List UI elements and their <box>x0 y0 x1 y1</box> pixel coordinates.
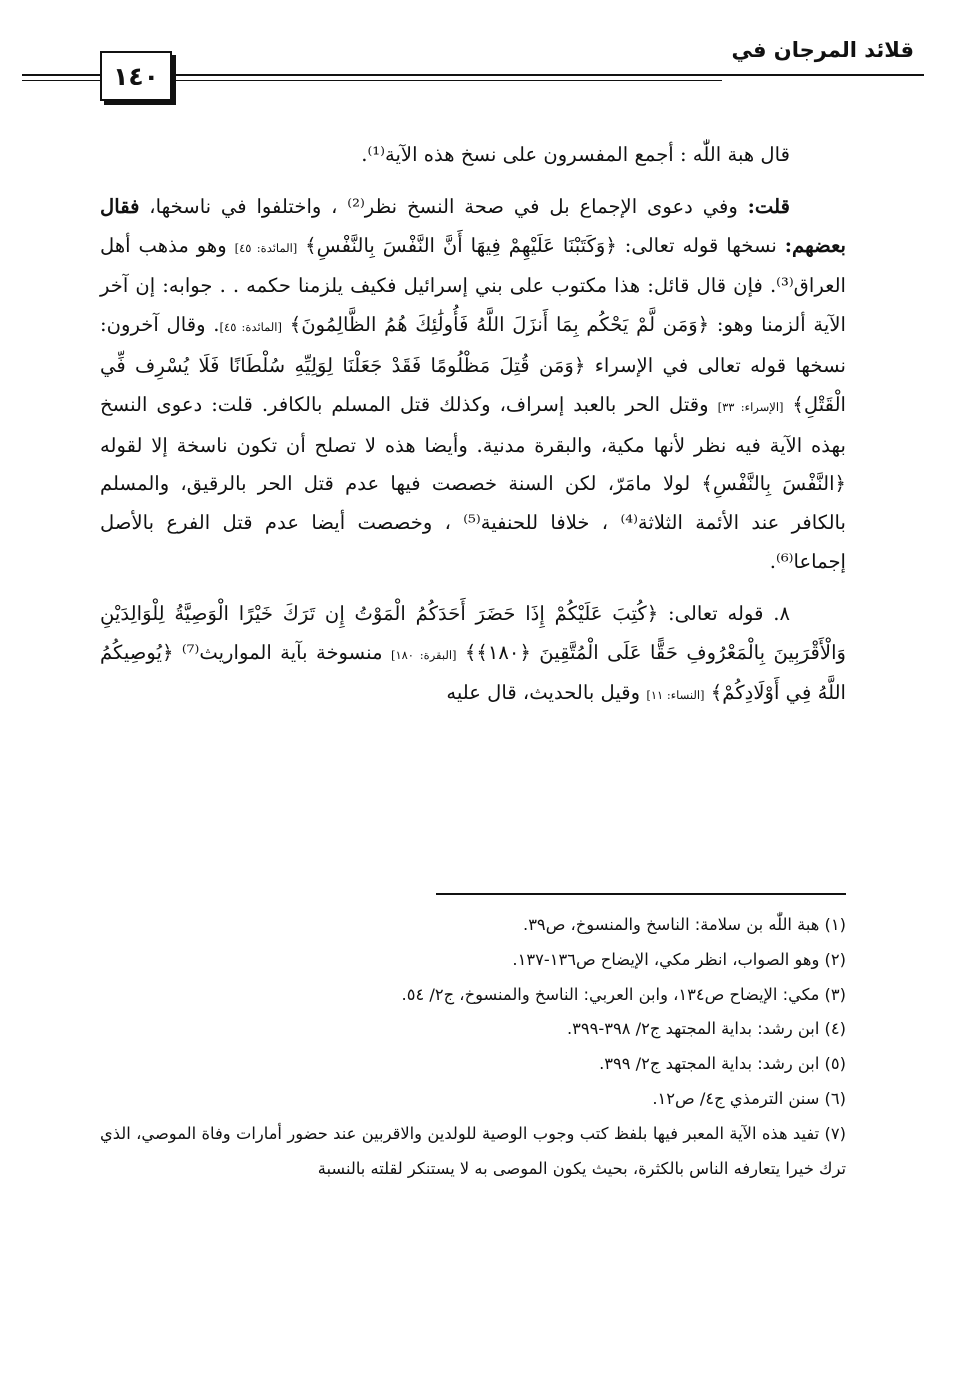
main-text <box>100 136 846 715</box>
citation: [المائدة: ٤٥] <box>219 320 282 335</box>
citation: [الإسراء: ٣٣] <box>717 399 784 414</box>
footnotes <box>100 908 846 1186</box>
qult-label: قلت: <box>747 194 790 218</box>
p2-text-e: . وقال آخرون: نسخها قوله تعالى في الإسراء ﴿وَمَن قُتِلَ مَظْلُومًا فَقَدْ جَعَلْنَا لِوَلِيِّهِ سُلْطَانًا فَلَا يُسْرِف فِّي الْقَتْلِ﴾ <box>100 313 846 416</box>
page-number: ١٤٠ <box>100 51 172 101</box>
paragraph-2 <box>100 188 846 582</box>
p3-text-c: وقيل بالحديث، قال عليه <box>446 681 647 705</box>
p2-text-d: وهو مذهب أهل العراق⁽³⁾. فإن قال قائل: هذا مكتوب على بني إسرائيل فكيف يلزمنا حكمه . . جوابه: إن آخر الآية ألزمنا وهو: ﴿وَمَن لَّمْ يَحْكُم بِمَا أَنزَلَ اللَّهُ فَأُولَٰئِكَ هُمُ الظَّالِمُونَ﴾ <box>100 233 846 337</box>
p2-text-c: نسخها قوله تعالى: ﴿وَكَتَبْنَا عَلَيْهِمْ فِيهَا أَنَّ النَّفْسَ بِالنَّفْسِ﴾ <box>297 233 785 257</box>
footnote-7: (٧) تفيد هذه الآية المعبر فيها بلفظ كتب وجوب الوصية للولدين والاقربين عند حضور أمارات وفاة الموصي، الذي ترك خيرا يتعارفه الناس بالكثرة، بحيث يكون الموصى به لا يستنكر لقلته بالنسبة <box>100 1123 846 1178</box>
footnote-1: (١) هبة اللّٰه بن سلامة: الناسخ والمنسوخ، ص٣٩. <box>523 915 846 934</box>
paragraph-3 <box>100 595 846 715</box>
footnote-4: (٤) ابن رشد: بداية المجتهد ج٢/ ٣٩٨-٣٩٩. <box>566 1019 846 1039</box>
footnote-6: (٦) سنن الترمذي ج٤/ ص١٢. <box>652 1088 846 1108</box>
faqal-label: فقال بعضهم: <box>100 194 846 257</box>
paragraph-1: قال هبة اللّٰه : أجمع المفسرون على نسخ هذه الآية⁽¹⁾. <box>361 143 790 166</box>
citation: [المائدة: ٤٥] <box>234 240 298 255</box>
running-header <box>22 26 924 104</box>
footnote-2: (٢) وهو الصواب، انظر مكي، الإيضاح ص١٣٦-١٣٧. <box>512 949 846 969</box>
p3-text-b: منسوخة بآية المواريث⁽⁷⁾ ﴿يُوصِيكُمُ اللَّهُ فِي أَوْلَادِكُمْ﴾ <box>100 640 846 705</box>
p3-text-a: ٨. قوله تعالى: ﴿كُتِبَ عَلَيْكُمْ إِذَا حَضَرَ أَحَدَكُمُ الْمَوْتُ إِن تَرَكَ خَيْرًا الْوَصِيَّةُ لِلْوَالِدَيْنِ وَالْأَقْرَبِينَ بِالْمَعْرُوفِ حَقًّا عَلَى الْمُتَّقِينَ ﴿١٨٠﴾﴾ <box>100 601 846 664</box>
citation: [البقرة: ١٨٠] <box>390 647 457 662</box>
footnote-5: (٥) ابن رشد: بداية المجتهد ج٢/ ٣٩٩. <box>599 1054 846 1074</box>
footnote-3: (٣) مكي: الإيضاح ص١٣٤، وابن العربي: الناسخ والمنسوخ، ج٢/ ٥٤. <box>401 984 846 1004</box>
footnote-separator <box>436 893 846 895</box>
book-title: قلائد المرجان في <box>731 38 914 62</box>
citation: [النساء: ١١] <box>646 688 705 703</box>
p2-text-f: وقتل الحر بالعبد إسراف، وكذلك قتل المسلم بالكافر. قلت: دعوى النسخ بهذه الآية فيه نظر لأنها مكية، والبقرة مدنية. وأيضا هذه لا تصلح أن تكون ناسخة إلا لقوله ﴿النَّفْسَ بِالنَّفْسِ﴾ لولا مامَرّ، لكن السنة خصصت فيها عدم قتل الحر بالرقيق، والمسلم بالكافر عند الأئمة الثلاثة⁽⁴⁾ ، خلافا للحنفية⁽⁵⁾ ، وخصصت أيضا عدم قتل الفرع بالأصل إجماعا⁽⁶⁾. <box>100 392 846 573</box>
p2-text-a: وفي دعوى الإجماع بل في صحة النسخ نظر⁽²⁾ ، واختلفوا في ناسخها، <box>139 194 748 218</box>
